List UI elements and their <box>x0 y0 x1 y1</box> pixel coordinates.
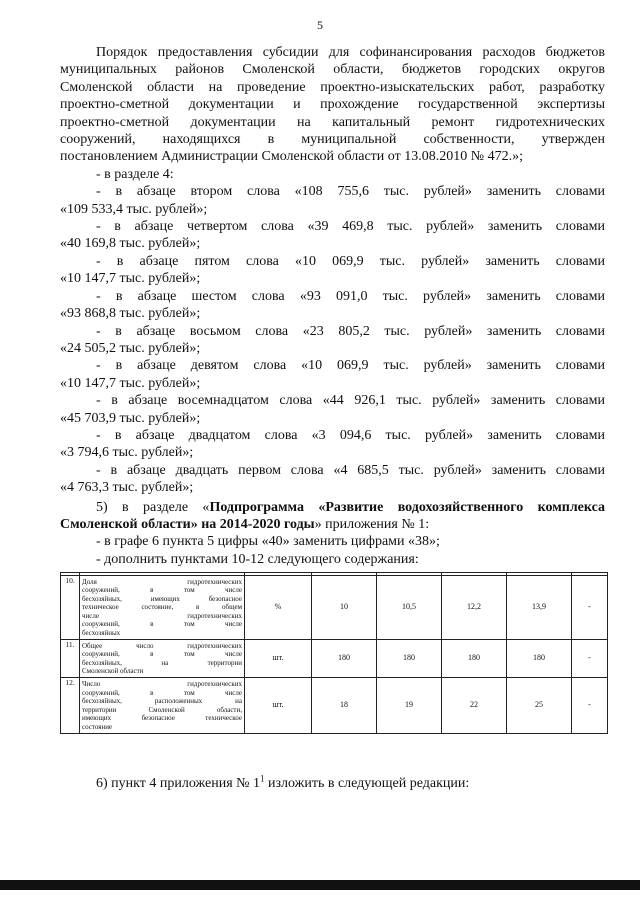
replacement-line2: «45 703,9 тыс. рублей»; <box>60 410 201 426</box>
desc-line: имеющих безопасное техническое <box>82 714 242 722</box>
paragraph-procedure <box>60 44 605 568</box>
replacement-line2: «24 505,2 тыс. рублей»; <box>60 340 201 356</box>
row-value: - <box>572 576 608 640</box>
replacement-line2: «10 147,7 тыс. рублей»; <box>60 271 201 287</box>
replacement-line1: - в абзаце двадцать первом слова «4 685,5 тыс. рублей» заменить словами <box>96 462 605 478</box>
indicators-table <box>60 572 608 734</box>
row-value: 180 <box>507 640 572 678</box>
table-row <box>61 640 608 678</box>
row-value: 180 <box>312 640 377 678</box>
item5-prefix: 5) в разделе « <box>96 499 210 515</box>
row-value: 10,5 <box>377 576 442 640</box>
item6-paragraph <box>60 775 605 792</box>
table-row <box>61 678 608 734</box>
scan-bottom-edge <box>0 880 640 890</box>
row-number: 10. <box>61 576 80 640</box>
item5-suffix: » приложения № 1: <box>314 516 430 532</box>
row-value: 19 <box>377 678 442 734</box>
replacement-line2: «109 533,4 тыс. рублей»; <box>60 201 208 217</box>
row-description <box>80 576 245 640</box>
replacement-line2: «10 147,7 тыс. рублей»; <box>60 375 201 391</box>
desc-line: техническое состояние, в общем <box>82 603 242 612</box>
desc-line: Общее число гидротехнических <box>82 641 242 650</box>
desc-line: сооружений, в том числе <box>82 586 242 595</box>
item5-sub2: - дополнить пунктами 10-12 следующего содержания: <box>96 551 419 567</box>
text-line: проектно-сметной документации и прохождение государственной экспертизы <box>60 97 605 113</box>
row-value: 180 <box>442 640 507 678</box>
replacement-line2: «40 169,8 тыс. рублей»; <box>60 236 201 252</box>
replacement-line1: - в абзаце двадцатом слова «3 094,6 тыс. рублей» заменить словами <box>96 427 605 443</box>
desc-line: числе гидротехнических <box>82 611 242 620</box>
desc-line: сооружений, в том числе <box>82 688 242 697</box>
row-value: 10 <box>312 576 377 640</box>
item6-line <box>60 775 605 792</box>
desc-line: территории Смоленской области, <box>82 705 242 714</box>
row-value: - <box>572 640 608 678</box>
desc-line: Число гидротехнических <box>82 680 242 688</box>
row-number: 11. <box>61 640 80 678</box>
page-number: 5 <box>317 18 323 32</box>
row-unit: шт. <box>245 678 312 734</box>
desc-line: Доля гидротехнических <box>82 577 242 586</box>
section4-intro: - в разделе 4: <box>96 166 174 182</box>
item5-line1 <box>60 499 605 516</box>
desc-line: бесхозяйных, расположенных на <box>82 697 242 705</box>
desc-line: бесхозяйных, имеющих безопасное <box>82 594 242 603</box>
text-line: Порядок предоставления субсидии для софинансирования расходов бюджетов <box>96 45 605 60</box>
row-value: 22 <box>442 678 507 734</box>
replacement-line1: - в абзаце восьмом слова «23 805,2 тыс. рублей» заменить словами <box>96 323 605 339</box>
row-value: 13,9 <box>507 576 572 640</box>
text-line: сооружений, находящихся в муниципальной собственности, утвержден <box>60 132 605 148</box>
replacement-line2: «93 868,8 тыс. рублей»; <box>60 306 201 322</box>
item5-bold-title1: Подпрограмма «Развитие водохозяйственного комплекса <box>209 499 605 515</box>
desc-line: сооружений, в том числе <box>82 650 242 658</box>
row-value: 180 <box>377 640 442 678</box>
replacement-line1: - в абзаце девятом слова «10 069,9 тыс. рублей» заменить словами <box>96 358 605 374</box>
item6-suffix: изложить в следующей редакции: <box>264 776 470 791</box>
replacement-line1: - в абзаце четвертом слова «39 469,8 тыс. рублей» заменить словами <box>96 219 605 235</box>
replacement-line1: - в абзаце втором слова «108 755,6 тыс. рублей» заменить словами <box>96 184 605 200</box>
item5-line2 <box>60 516 605 533</box>
item5-bold-title2: Смоленской области» на 2014-2020 годы <box>60 516 315 532</box>
item6-superscript: 1 <box>260 773 265 784</box>
desc-line: бесхозяйных, на территории <box>82 658 242 667</box>
row-unit: % <box>245 576 312 640</box>
replacement-line2: «4 763,3 тыс. рублей»; <box>60 480 194 496</box>
text-line: муниципальных районов Смоленской области, бюджетов городских округов <box>60 62 605 78</box>
row-value: - <box>572 678 608 734</box>
table-row <box>61 576 608 640</box>
text-line: Смоленской области на проведение проектно-изыскательских работ, разработку <box>60 79 605 95</box>
replacement-line1: - в абзаце восемнадцатом слова «44 926,1 тыс. рублей» заменить словами <box>96 393 605 409</box>
text-line: постановлением Администрации Смоленской области от 13.08.2010 № 472.»; <box>60 149 523 165</box>
item5-sub1: - в графе 6 пункта 5 цифры «40» заменить цифрами «38»; <box>96 534 440 550</box>
text-line: проектно-сметной документации на капитальный ремонт гидротехнических <box>60 114 605 130</box>
row-unit: шт. <box>245 640 312 678</box>
desc-line: состояние <box>82 722 113 731</box>
row-description <box>80 678 245 734</box>
row-number: 12. <box>61 678 80 734</box>
replacement-line1: - в абзаце пятом слова «10 069,9 тыс. рублей» заменить словами <box>96 253 605 269</box>
replacement-line1: - в абзаце шестом слова «93 091,0 тыс. рублей» заменить словами <box>96 288 605 304</box>
replacement-list <box>60 183 605 496</box>
replacement-line2: «3 794,6 тыс. рублей»; <box>60 445 194 461</box>
row-value: 18 <box>312 678 377 734</box>
desc-line: бесхозяйных <box>82 628 121 637</box>
desc-line: Смоленской области <box>82 667 144 675</box>
desc-line: сооружений, в том числе <box>82 620 242 629</box>
row-description <box>80 640 245 678</box>
item6-prefix: 6) пункт 4 приложения № 1 <box>96 776 260 791</box>
row-value: 12,2 <box>442 576 507 640</box>
row-value: 25 <box>507 678 572 734</box>
